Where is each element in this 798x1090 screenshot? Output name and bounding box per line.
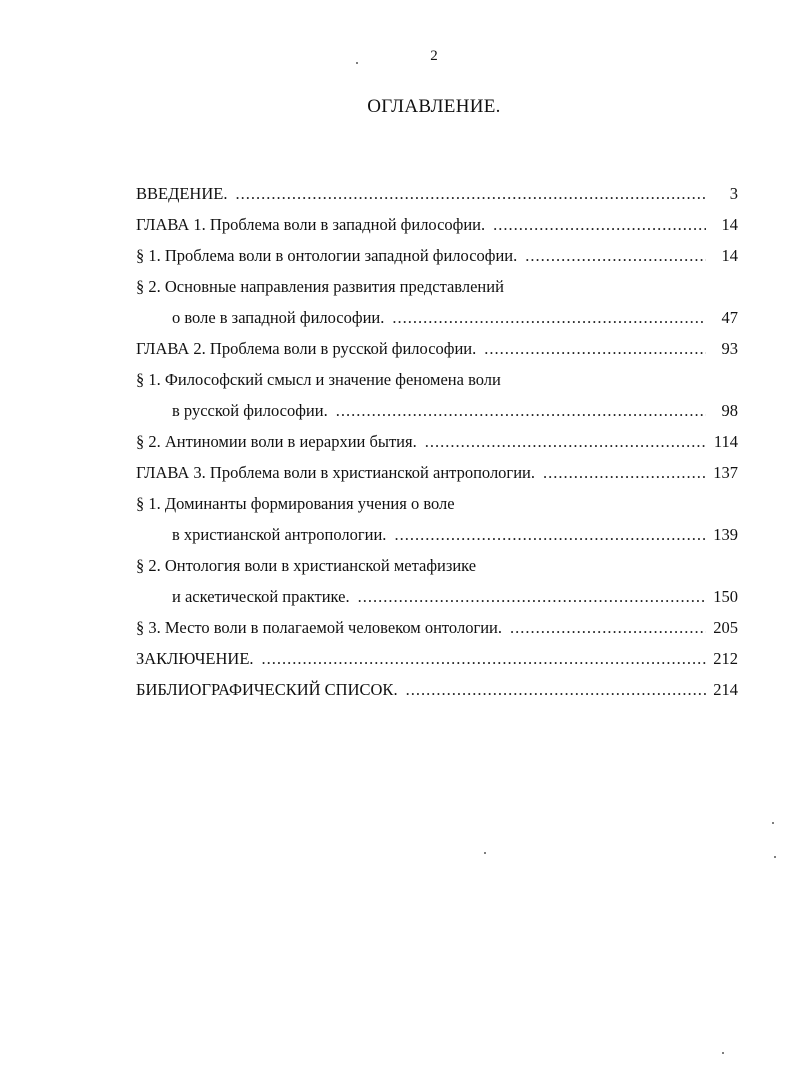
- dot-leader: [392, 308, 706, 328]
- toc-page: 137: [713, 463, 738, 482]
- toc-row-bibliography[interactable]: [136, 680, 738, 711]
- toc-label: ГЛАВА 3. Проблема воли в христианской антропологии.: [136, 463, 535, 482]
- toc-page: 212: [713, 649, 738, 668]
- toc-label: в христианской антропологии.: [172, 525, 387, 544]
- dot-leader: [484, 339, 706, 359]
- toc-row-ch1-sec2[interactable]: [136, 277, 738, 308]
- toc-row-ch2-sec1[interactable]: [136, 370, 738, 401]
- toc-row-chapter-2[interactable]: [136, 339, 738, 370]
- toc-row-ch2-sec1-cont[interactable]: [136, 401, 738, 432]
- toc-page: 14: [721, 215, 738, 234]
- dot-leader: [510, 618, 706, 638]
- scan-speck: [774, 856, 776, 858]
- scan-speck: [722, 1052, 724, 1054]
- toc-label: § 2. Основные направления развития представлений: [136, 277, 504, 296]
- toc-page: 214: [713, 680, 738, 699]
- dot-leader: [235, 184, 706, 204]
- toc-label: ЗАКЛЮЧЕНИЕ.: [136, 649, 254, 668]
- toc-row-ch1-sec2-cont[interactable]: [136, 308, 738, 339]
- toc-label: в русской философии.: [172, 401, 328, 420]
- scan-speck: [484, 852, 486, 854]
- dot-leader: [425, 432, 706, 452]
- page-number: 2: [430, 48, 438, 64]
- toc-label: § 1. Проблема воли в онтологии западной философии.: [136, 246, 518, 265]
- toc-page: 3: [729, 184, 738, 203]
- dot-leader: [336, 401, 706, 421]
- toc-label: ГЛАВА 2. Проблема воли в русской философии.: [136, 339, 477, 358]
- table-of-contents: [136, 184, 738, 711]
- scan-speck: [772, 822, 774, 824]
- dot-leader: [262, 649, 706, 669]
- dot-leader: [406, 680, 706, 700]
- toc-page: 98: [721, 401, 738, 420]
- page-title: ОГЛАВЛЕНИЕ.: [367, 96, 501, 117]
- dot-leader: [358, 587, 706, 607]
- toc-label: § 1. Философский смысл и значение феномена воли: [136, 370, 501, 389]
- toc-row-chapter-3[interactable]: [136, 463, 738, 494]
- toc-page: 150: [713, 587, 738, 606]
- toc-row-chapter-1[interactable]: [136, 215, 738, 246]
- toc-row-ch1-sec1[interactable]: [136, 246, 738, 277]
- toc-row-ch3-sec1-cont[interactable]: [136, 525, 738, 556]
- toc-label: § 1. Доминанты формирования учения о воле: [136, 494, 455, 513]
- toc-row-ch3-sec3[interactable]: [136, 618, 738, 649]
- dot-leader: [394, 525, 706, 545]
- toc-page: 93: [721, 339, 738, 358]
- toc-label: § 3. Место воли в полагаемой человеком онтологии.: [136, 618, 502, 637]
- toc-page: 14: [721, 246, 738, 265]
- toc-row-ch3-sec2-cont[interactable]: [136, 587, 738, 618]
- toc-row-ch3-sec1[interactable]: [136, 494, 738, 525]
- toc-label: § 2. Онтология воли в христианской метафизике: [136, 556, 477, 575]
- scan-speck: [356, 62, 358, 64]
- dot-leader: [525, 246, 706, 266]
- toc-page: 139: [713, 525, 738, 544]
- dot-leader: [543, 463, 706, 483]
- toc-label: и аскетической практике.: [172, 587, 350, 606]
- toc-label: ВВЕДЕНИЕ.: [136, 184, 228, 203]
- toc-label: § 2. Антиномии воли в иерархии бытия.: [136, 432, 417, 451]
- toc-row-conclusion[interactable]: [136, 649, 738, 680]
- toc-row-ch2-sec2[interactable]: [136, 432, 738, 463]
- toc-page: 205: [713, 618, 738, 637]
- toc-row-introduction[interactable]: [136, 184, 738, 215]
- toc-label: о воле в западной философии.: [172, 308, 385, 327]
- toc-label: БИБЛИОГРАФИЧЕСКИЙ СПИСОК.: [136, 680, 398, 699]
- toc-label: ГЛАВА 1. Проблема воли в западной философии.: [136, 215, 486, 234]
- toc-page: 114: [713, 432, 738, 451]
- toc-page: 47: [721, 308, 738, 327]
- dot-leader: [493, 215, 706, 235]
- toc-row-ch3-sec2[interactable]: [136, 556, 738, 587]
